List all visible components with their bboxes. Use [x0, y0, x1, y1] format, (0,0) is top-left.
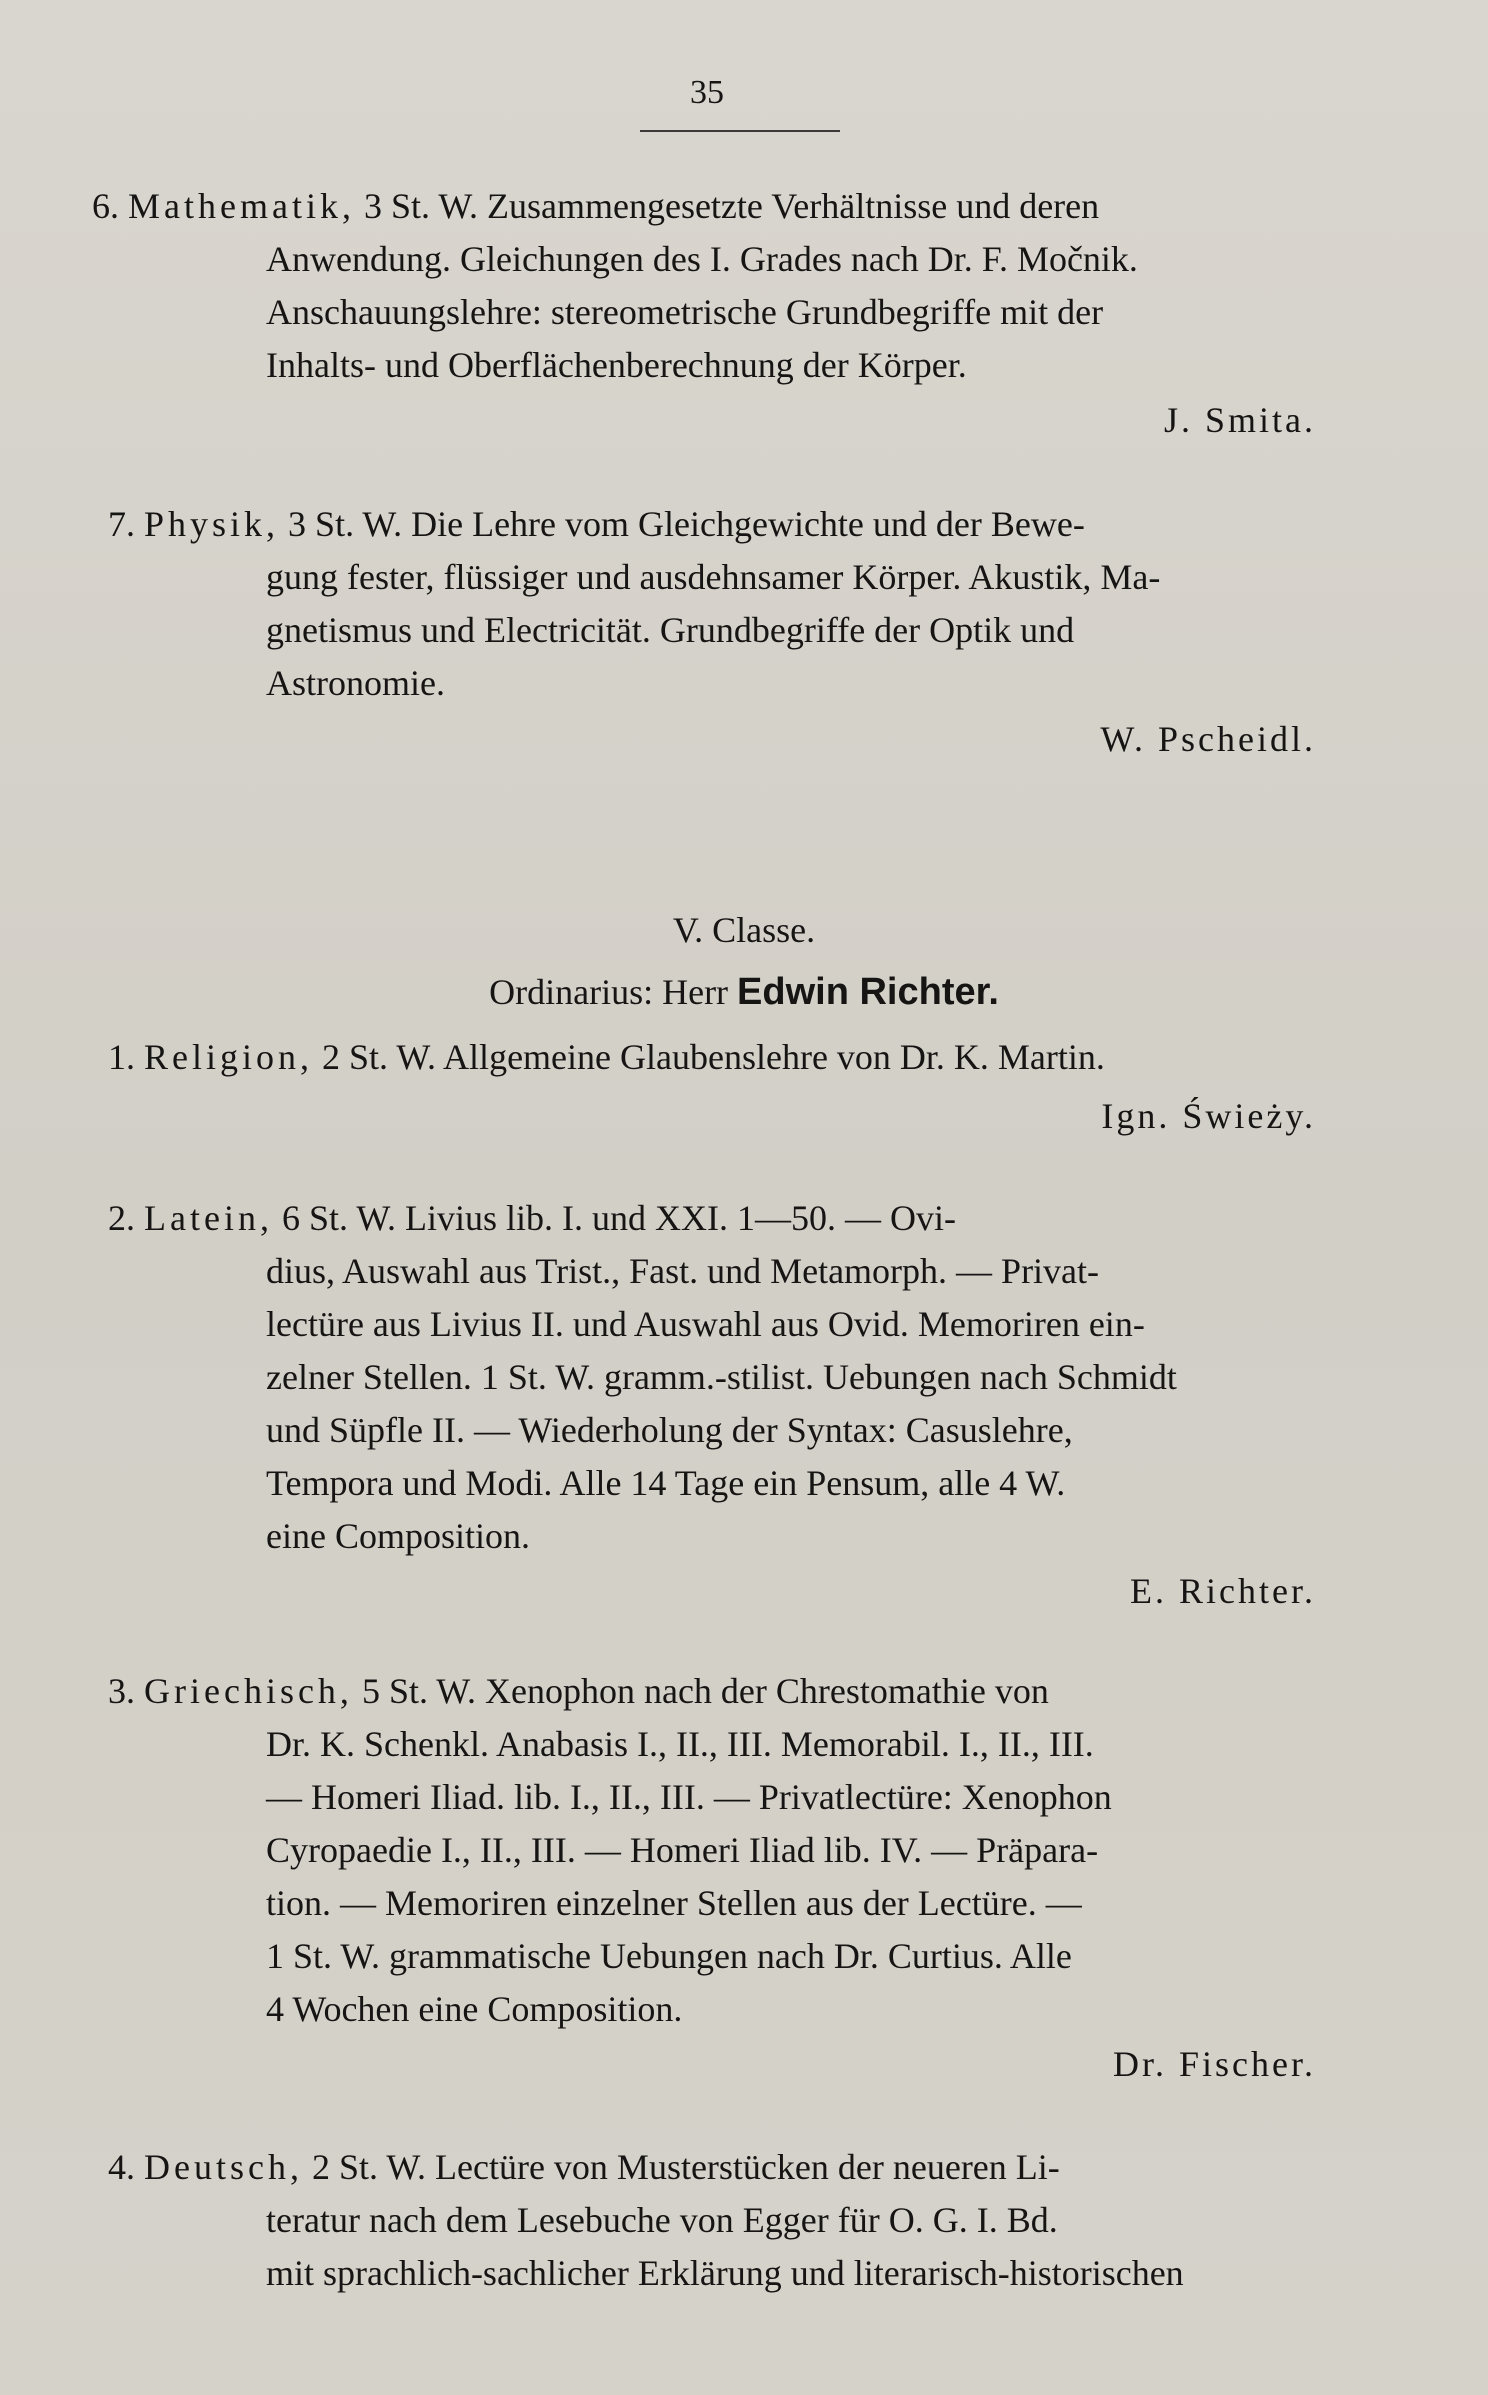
section-german-first-line — [108, 2141, 1060, 2194]
section-title: Griechisch, — [144, 1671, 353, 1711]
section-number: 4. — [108, 2147, 135, 2187]
section-line: eine Composition. — [266, 1516, 530, 1556]
section-line: zelner Stellen. 1 St. W. gramm.-stilist. Uebungen nach Schmidt — [266, 1357, 1177, 1397]
section-religion-first-line — [108, 1031, 1105, 1084]
section-number: 6. — [92, 186, 119, 226]
section-number: 3. — [108, 1671, 135, 1711]
section-line: Dr. K. Schenkl. Anabasis I., II., III. Memorabil. I., II., III. — [266, 1724, 1094, 1764]
class-heading: V. Classe. — [672, 910, 816, 950]
ordinarius-label: Ordinarius: Herr — [489, 972, 729, 1012]
section-line: tion. — Memoriren einzelner Stellen aus der Lectüre. — — [266, 1883, 1082, 1923]
teacher-signature: Ign. Świeży. — [1101, 1096, 1316, 1136]
section-line: und Süpfle II. — Wiederholung der Syntax: Casuslehre, — [266, 1410, 1073, 1450]
page-number: 35 — [690, 74, 724, 111]
teacher-signature: E. Richter. — [1130, 1571, 1316, 1611]
section-title: Mathematik, — [128, 186, 355, 226]
section-title: Deutsch, — [144, 2147, 303, 2187]
section-number: 1. — [108, 1037, 135, 1077]
section-line: 4 Wochen eine Composition. — [266, 1989, 683, 2029]
section-physics-first-line — [108, 498, 1085, 551]
section-line: Anwendung. Gleichungen des I. Grades nach Dr. F. Močnik. — [266, 239, 1138, 279]
teacher-signature: Dr. Fischer. — [1113, 2044, 1316, 2084]
teacher-signature: W. Pscheidl. — [1100, 719, 1316, 759]
section-math-first-line — [92, 180, 1099, 233]
section-line: Anschauungslehre: stereometrische Grundbegriffe mit der — [266, 292, 1104, 332]
section-title: Physik, — [144, 504, 280, 544]
section-line: Tempora und Modi. Alle 14 Tage ein Pensum, alle 4 W. — [266, 1463, 1066, 1503]
section-title: Latein, — [144, 1198, 273, 1238]
section-line: Inhalts- und Oberflächenberechnung der Körper. — [266, 345, 967, 385]
section-line: 3 St. W. Zusammengesetzte Verhältnisse und deren — [363, 186, 1100, 226]
ordinarius-line — [0, 966, 1488, 1019]
section-line: 3 St. W. Die Lehre vom Gleichgewichte und der Bewe- — [288, 504, 1085, 544]
section-line: lectüre aus Livius II. und Auswahl aus Ovid. Memoriren ein- — [266, 1304, 1145, 1344]
section-line: — Homeri Iliad. lib. I., II., III. — Privatlectüre: Xenophon — [266, 1777, 1112, 1817]
teacher-signature: J. Smita. — [1163, 400, 1316, 440]
section-latin-first-line — [108, 1192, 956, 1245]
section-number: 7. — [108, 504, 135, 544]
section-line: mit sprachlich-sachlicher Erklärung und literarisch-historischen — [266, 2253, 1184, 2293]
section-number: 2. — [108, 1198, 135, 1238]
section-line: gnetismus und Electricität. Grundbegriffe der Optik und — [266, 610, 1075, 650]
section-line: dius, Auswahl aus Trist., Fast. und Metamorph. — Privat- — [266, 1251, 1100, 1291]
section-line: Astronomie. — [266, 663, 445, 703]
section-greek-first-line — [108, 1665, 1049, 1718]
section-line: 2 St. W. Allgemeine Glaubenslehre von Dr. K. Martin. — [322, 1037, 1105, 1077]
section-line: gung fester, flüssiger und ausdehnsamer Körper. Akustik, Ma- — [266, 557, 1161, 597]
section-line: 2 St. W. Lectüre von Musterstücken der neueren Li- — [311, 2147, 1060, 2187]
section-line: 5 St. W. Xenophon nach der Chrestomathie von — [361, 1671, 1049, 1711]
section-line: 6 St. W. Livius lib. I. und XXI. 1—50. — Ovi- — [281, 1198, 956, 1238]
section-line: Cyropaedie I., II., III. — Homeri Iliad lib. IV. — Präpara- — [266, 1830, 1099, 1870]
ordinarius-name: Edwin Richter. — [737, 971, 999, 1013]
section-line: teratur nach dem Lesebuche von Egger für O. G. I. Bd. — [266, 2200, 1058, 2240]
section-line: 1 St. W. grammatische Uebungen nach Dr. Curtius. Alle — [266, 1936, 1072, 1976]
header-rule — [640, 130, 840, 132]
section-title: Religion, — [144, 1037, 313, 1077]
